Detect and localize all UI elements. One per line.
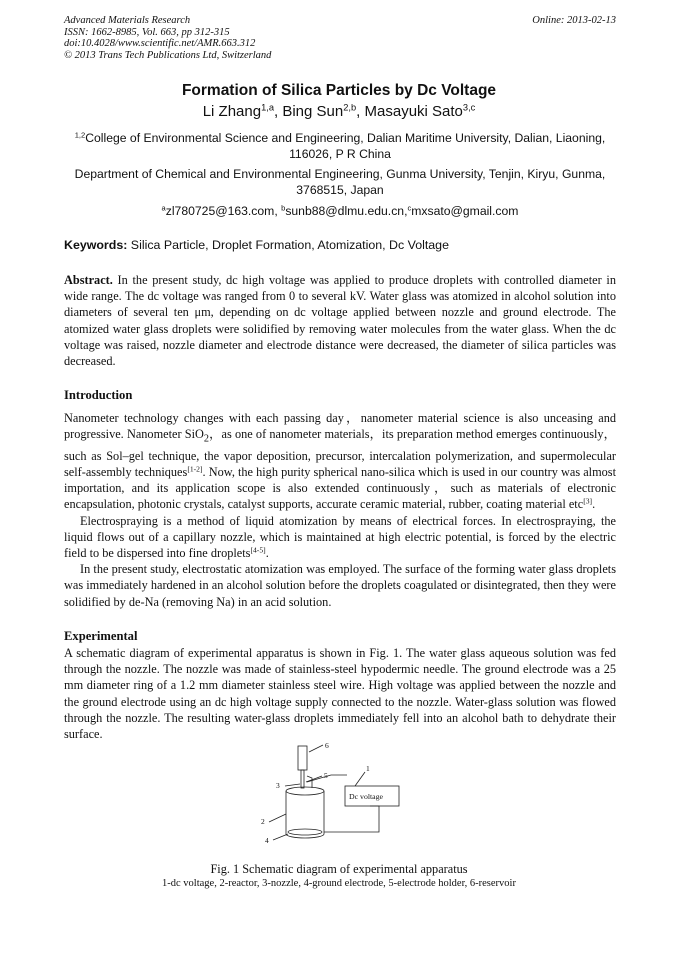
doi: doi:10.4028/www.scientific.net/AMR.663.312 [64,38,256,49]
email-link[interactable]: zl780725@163.com, [165,204,282,218]
author-name: Li Zhang [202,103,262,120]
citation: [1-2] [187,464,203,474]
figure-label: 2 [261,817,265,826]
reactor-bottom [286,834,324,838]
copyright: © 2013 Trans Tech Publications Ltd, Switzerland [64,49,272,61]
abstract-text: In the present study, dc high voltage was applied to produce droplets with controlled diameter in wide range. The dc voltage was ranged from 0 to several kV. Water glass was atomized in alcohol solution into diameters of several ten μm, depending on dc voltage applied between nozzle and ground electrode. The atomized water glass droplets were solidified by removing water molecules from the water glass. When the dc voltage was raised, nozzle diameter and electrode distance were decreased, the diameter of silica particles was decreased. [64,273,616,369]
email-link[interactable]: sunb88@dlmu.edu.cn, [285,204,408,218]
email-sup: b [281,203,286,213]
affiliation-text: College of Environmental Science and Engineering, Dalian Maritime University, Dalian, Liaoning, 116026, P R China [85,131,606,161]
citation: [4-5] [250,545,266,555]
issn: ISSN: 1662-8985, Vol. 663, pp 312-315 [64,26,230,38]
paragraph [64,513,616,562]
figure-label: 1 [366,764,370,773]
paragraph [64,410,616,513]
paragraph-text: . [592,497,596,512]
paragraph-text: ，as one of nanometer materials，its preparation method emerges continuously，such as Sol–gel technique, the vapor deposition, precursor, intercalation polymerization, and supermolecular self-assembly techniques [64,427,616,480]
keywords-text: Silica Particle, Droplet Formation, Atomization, Dc Voltage [127,238,449,252]
author-sup: 2,b [343,102,357,113]
leader-line [355,772,365,786]
figure-legend: 1-dc voltage, 2-reactor, 3-nozzle, 4-ground electrode, 5-electrode holder, 6-reservoir [162,878,516,889]
ground-electrode-ring [288,829,322,835]
paragraph-text: Nanometer technology changes with each passing day，nanometer material science is also unceasing and progressive. Nanometer SiO [64,411,616,442]
author-sup: 1,a [261,102,274,113]
keywords-label: Keywords: [64,238,128,252]
reservoir [298,746,307,770]
affiliation-2 [64,166,616,198]
figure-label: 6 [325,742,329,750]
journal-name: Advanced Materials Research [64,15,191,26]
figure-caption: Fig. 1 Schematic diagram of experimental apparatus [210,862,468,876]
leader-line [309,745,323,752]
apparatus-diagram [255,742,415,854]
leader-line [273,834,288,840]
keywords [64,238,449,252]
citation: [3] [583,496,593,506]
email-sup: c [407,203,412,213]
wire [324,806,379,832]
experimental-body [64,645,616,742]
abstract [64,272,616,369]
paragraph-text: . Now, the high purity spherical nano-silica which is used in our country was almost importation, and its application scope is also extended continuously，such as materials of electronic encapsulation, photonic crystals, catalyst supports, accurate ceramic material, rubber, coating material etc [64,465,616,512]
paper-title: Formation of Silica Particles by Dc Voltage [181,82,497,99]
introduction-body [64,410,616,610]
email-link[interactable]: mxsato@gmail.com [411,204,519,218]
author-emails [64,203,616,219]
affiliation-text: Department of Chemical and Environmental Engineering, Gunma University, Tenjin, Kiryu, Gunma, 3768515, Japan [74,167,606,197]
paragraph-text: Electrospraying is a method of liquid atomization by means of electrical forces. In electrospraying, the liquid flows out of a capillary nozzle, which is maintained at high electric potential, is forced by the electric field to be dispersed into fine droplets [64,513,616,561]
author-name: Bing Sun [282,103,344,120]
paragraph: In the present study, electrostatic atomization was employed. The surface of the forming water glass droplets was immediately hardened in an alcohol solution before the droplets coagulated or disintegrated, then they were solidified by de-Na (removing Na) in an acid solution. [64,562,616,609]
subscript: 2 [203,433,210,445]
figure-label: 4 [265,836,269,845]
author-name: Masayuki Sato [364,103,463,120]
paragraph-text: . [265,546,269,561]
dc-voltage-label: Dc voltage [349,792,383,801]
leader-line [269,814,286,822]
affiliation-sup: 1,2 [74,130,86,140]
reactor-top [286,787,324,795]
author-sup: 3,c [462,102,476,113]
leader-line [285,784,300,786]
online-date: Online: 2013-02-13 [532,15,616,26]
authors: Li Zhang$^{1,a}$, Bing Sun$^{2,b}$, Masayuki Sato$^{3,c}$ [202,102,476,120]
affiliation-1 [64,130,616,162]
email-sup: a [161,203,166,213]
figure-label: 5 [324,771,328,780]
section-heading-experimental: Experimental [64,629,138,643]
abstract-label: Abstract. [64,273,113,287]
figure-label: 3 [276,781,280,790]
section-heading-introduction: Introduction [64,388,133,402]
nozzle [301,770,304,788]
journal-header [64,15,616,61]
paragraph: A schematic diagram of experimental apparatus is shown in Fig. 1. The water glass aqueous solution was fed through the nozzle. The nozzle was made of stainless-steel hypodermic needle. The ground electrode was a 25 mm diameter ring of a 1.2 mm diameter stainless steel wire. High voltage was applied between the nozzle and the ground electrode using an dc high voltage supply connected to the nozzle. Water-glass solution was flowed through the nozzle. The resulting water-glass droplets immediately fell into an alcohol bath to dehydrate their surface. [64,646,616,742]
